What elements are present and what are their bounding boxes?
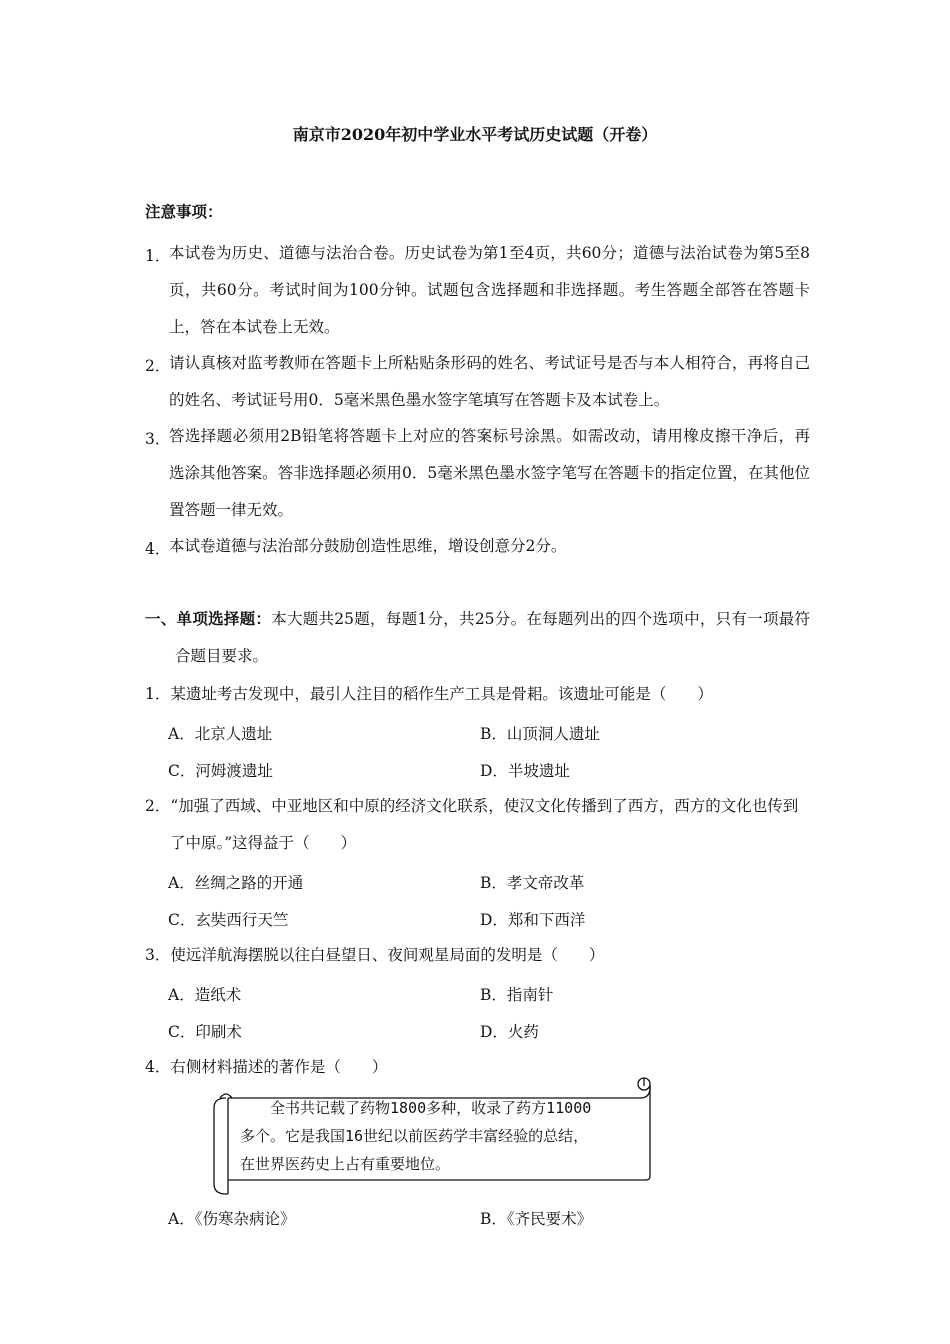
option-c: C．河姆渡遗址 xyxy=(168,762,273,780)
question-3 xyxy=(145,937,810,974)
notice-item-text: 答选择题必须用2B铅笔将答题卡上对应的答案标号涂黑。如需改动，请用橡皮擦干净后，再选涂其他答案。答非选择题必须用0．5毫米黑色墨水签字笔写在答题卡的指定位置，在其他位置答题一律无效。 xyxy=(169,427,810,519)
notice-item-text: 本试卷道德与法治部分鼓励创造性思维，增设创意分2分。 xyxy=(169,537,567,555)
section-intro xyxy=(145,600,810,675)
question-stem: “加强了西域、中亚地区和中原的经济文化联系，使汉文化传播到了西方，西方的文化也传到了中原。”这得益于（ ） xyxy=(170,797,799,852)
question-stem: 某遗址考古发现中，最引人注目的稻作生产工具是骨耜。该遗址可能是（ ） xyxy=(170,685,713,703)
option-a: A．造纸术 xyxy=(168,986,242,1004)
option-a: A．《伤寒杂病论》 xyxy=(168,1210,296,1228)
notice-item-text: 本试卷为历史、道德与法治合卷。历史试卷为第1至4页，共60分；道德与法治试卷为第5至8页，共60分。考试时间为100分钟。试题包含选择题和非选择题。考生答题全部答在答题卡上，答在本试卷上无效。 xyxy=(169,244,810,336)
option-b: B．《齐民要术》 xyxy=(480,1210,593,1228)
question-number: 1． xyxy=(145,685,171,703)
notice-item-number: 3． xyxy=(145,430,171,448)
option-c: C．玄奘西行天竺 xyxy=(168,911,289,929)
option-d: D．半坡遗址 xyxy=(480,762,570,780)
question-1 xyxy=(145,676,810,713)
option-b: B．孝文帝改革 xyxy=(480,874,585,892)
notice-item-number: 1． xyxy=(145,247,171,265)
notice-item-text: 请认真核对监考教师在答题卡上所粘贴条形码的姓名、考试证号是否与本人相符合，再将自己的姓名、考试证号用0．5毫米黑色墨水签字笔填写在答题卡及本试卷上。 xyxy=(169,354,810,409)
section-text: 本大题共25题，每题1分，共25分。在每题列出的四个选项中，只有一项最符合题目要求。 xyxy=(175,610,810,665)
option-a: A．北京人遗址 xyxy=(168,725,273,743)
notice-heading: 注意事项： xyxy=(145,202,223,221)
option-c: C．印刷术 xyxy=(168,1023,242,1041)
section-label: 一、单项选择题： xyxy=(145,609,272,628)
material-line: 多个。它是我国16世纪以前医药学丰富经验的总结， xyxy=(240,1127,589,1145)
question-number: 4． xyxy=(145,1058,171,1076)
page-title: 南京市2020年初中学业水平考试历史试题（开卷） xyxy=(292,125,658,144)
question-stem: 使远洋航海摆脱以往白昼望日、夜间观星局面的发明是（ ） xyxy=(170,946,605,964)
notice-item-number: 2． xyxy=(145,357,171,375)
question-number: 3． xyxy=(145,946,171,964)
question-number: 2． xyxy=(145,797,171,815)
material-line: 在世界医药史上占有重要地位。 xyxy=(240,1155,451,1173)
notice-item-number: 4． xyxy=(145,540,171,558)
material-line: 全书共记载了药物1800多种，收录了药方11000 xyxy=(270,1099,592,1117)
material-scroll xyxy=(210,1076,660,1196)
question-stem: 右侧材料描述的著作是（ ） xyxy=(170,1058,388,1076)
option-a: A．丝绸之路的开通 xyxy=(168,874,304,892)
option-d: D．郑和下西洋 xyxy=(480,911,586,929)
option-b: B．指南针 xyxy=(480,986,554,1004)
option-d: D．火药 xyxy=(480,1023,539,1041)
option-b: B．山顶洞人遗址 xyxy=(480,725,600,743)
question-2 xyxy=(145,788,810,862)
